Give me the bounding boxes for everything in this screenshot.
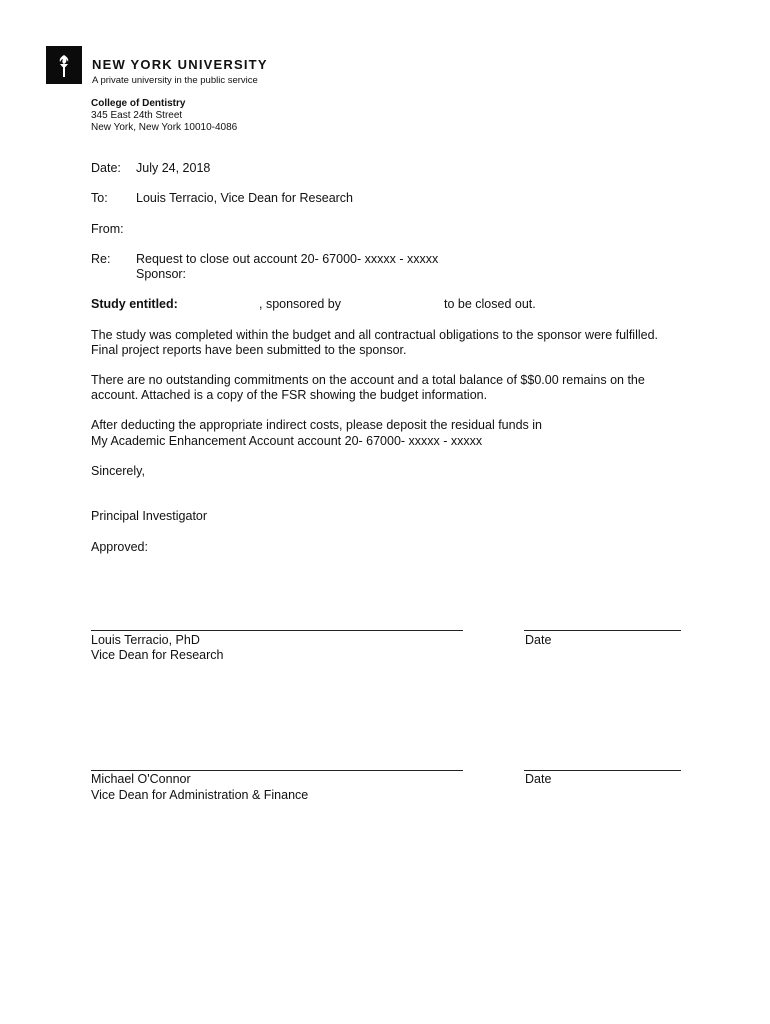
approved-label: Approved: — [91, 540, 148, 554]
paragraph-3-line-1: After deducting the appropriate indirect costs, please deposit the residual funds in — [91, 418, 542, 432]
signer-title: Vice Dean for Administration & Finance — [91, 788, 309, 802]
closing-text: Sincerely, — [91, 464, 145, 478]
study-entitled-label: Study entitled: — [91, 297, 178, 311]
signer-name: Louis Terracio, PhD — [91, 633, 200, 647]
signer-name: Michael O'Connor — [91, 772, 191, 786]
paragraph-3-line-2: My Academic Enhancement Account account 20- 67000- xxxxx - xxxxx — [91, 434, 483, 448]
from-label: From: — [91, 222, 124, 236]
date-caption: Date — [525, 772, 552, 786]
sponsored-by-text: , sponsored by — [259, 297, 341, 311]
city-address: New York, New York 10010-4086 — [91, 122, 238, 133]
paragraph-2-line-2: account. Attached is a copy of the FSR showing the budget information. — [91, 388, 488, 402]
torch-icon — [46, 46, 82, 84]
signer-title: Vice Dean for Research — [91, 648, 224, 662]
principal-investigator-label: Principal Investigator — [91, 509, 208, 523]
signature-line[interactable] — [91, 770, 463, 771]
to-value: Louis Terracio, Vice Dean for Research — [136, 191, 354, 205]
to-be-closed-text: to be closed out. — [444, 297, 536, 311]
nyu-torch-logo — [46, 46, 82, 84]
university-name: NEW YORK UNIVERSITY — [92, 57, 268, 72]
to-label: To: — [91, 191, 108, 205]
date-label: Date: — [91, 161, 121, 175]
date-line[interactable] — [524, 770, 681, 771]
re-subject: Request to close out account 20- 67000- xxxxx - xxxxx — [136, 252, 439, 266]
re-sponsor: Sponsor: — [136, 267, 187, 281]
paragraph-1-line-1: The study was completed within the budget and all contractual obligations to the sponsor were fulfilled. — [91, 328, 658, 342]
university-tagline: A private university in the public service — [92, 75, 258, 86]
paragraph-2-line-1: There are no outstanding commitments on the account and a total balance of $$0.00 remains on the — [91, 373, 645, 387]
college-name: College of Dentistry — [91, 98, 186, 109]
date-line[interactable] — [524, 630, 681, 631]
street-address: 345 East 24th Street — [91, 110, 183, 121]
date-caption: Date — [525, 633, 552, 647]
re-label: Re: — [91, 252, 111, 266]
date-value: July 24, 2018 — [136, 161, 211, 175]
signature-line[interactable] — [91, 630, 463, 631]
paragraph-1-line-2: Final project reports have been submitted to the sponsor. — [91, 343, 407, 357]
